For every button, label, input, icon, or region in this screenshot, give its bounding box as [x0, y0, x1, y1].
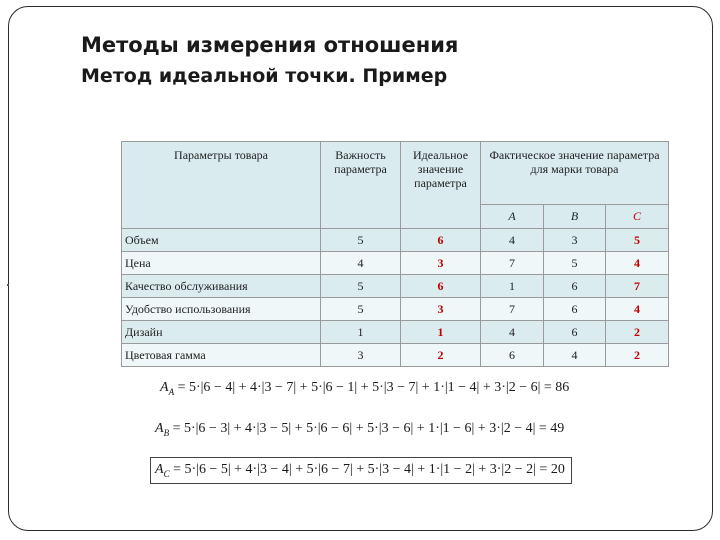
row-brand-c: 2	[606, 321, 669, 344]
row-brand-b: 4	[544, 344, 606, 367]
table-row	[122, 252, 669, 275]
header-ideal: Идеальное значение параметра	[401, 142, 481, 229]
row-name: Дизайн	[122, 321, 321, 344]
row-brand-b: 6	[544, 275, 606, 298]
table-row	[122, 229, 669, 252]
header-actual: Фактическое значение параметра для марки товара	[481, 142, 669, 205]
formula-a-symbol: A	[160, 380, 169, 395]
formula-c-expr: = 5·|6 − 5| + 4·|3 − 4| + 5·|6 − 7| + 5·|3 − 4| + 1·|1 − 2| + 3·|2 − 2| = 20	[173, 462, 565, 477]
parameters-table	[121, 141, 668, 367]
row-brand-a: 4	[481, 321, 544, 344]
row-importance: 5	[321, 275, 401, 298]
row-ideal: 3	[401, 252, 481, 275]
table-row	[122, 344, 669, 367]
row-importance: 5	[321, 298, 401, 321]
row-brand-a: 1	[481, 275, 544, 298]
table-row	[122, 298, 669, 321]
header-params: Параметры товара	[122, 142, 321, 229]
table-row	[122, 275, 669, 298]
row-importance: 4	[321, 252, 401, 275]
row-ideal: 3	[401, 298, 481, 321]
header-importance: Важность параметра	[321, 142, 401, 229]
row-ideal: 6	[401, 275, 481, 298]
formula-a	[160, 380, 569, 397]
formula-c-box	[150, 457, 572, 484]
table-row	[122, 321, 669, 344]
formula-b-expr: = 5·|6 − 3| + 4·|3 − 5| + 5·|6 − 6| + 5·|3 − 6| + 1·|1 − 6| + 3·|2 − 4| = 49	[172, 421, 565, 436]
row-name: Объем	[122, 229, 321, 252]
header-brand-b: B	[544, 204, 606, 228]
row-name: Качество обслуживания	[122, 275, 321, 298]
row-brand-c: 2	[606, 344, 669, 367]
slide-title: Методы измерения отношения	[81, 33, 459, 57]
row-ideal: 2	[401, 344, 481, 367]
row-brand-b: 3	[544, 229, 606, 252]
row-name: Цена	[122, 252, 321, 275]
row-brand-a: 6	[481, 344, 544, 367]
header-brand-a: A	[481, 204, 544, 228]
row-name: Цветовая гамма	[122, 344, 321, 367]
row-importance: 1	[321, 321, 401, 344]
row-brand-b: 5	[544, 252, 606, 275]
formula-c-sub: C	[163, 468, 170, 479]
formula-b-sub: B	[163, 427, 170, 438]
row-importance: 3	[321, 344, 401, 367]
row-brand-c: 7	[606, 275, 669, 298]
row-name: Удобство использования	[122, 298, 321, 321]
slide-subtitle: Метод идеальной точки. Пример	[81, 65, 448, 87]
row-importance: 5	[321, 229, 401, 252]
formula-a-sub: A	[168, 386, 175, 397]
row-ideal: 1	[401, 321, 481, 344]
row-brand-c: 5	[606, 229, 669, 252]
formula-c-symbol: A	[155, 462, 164, 477]
row-brand-b: 6	[544, 298, 606, 321]
row-brand-a: 7	[481, 298, 544, 321]
formula-b	[155, 421, 564, 438]
row-ideal: 6	[401, 229, 481, 252]
formula-a-expr: = 5·|6 − 4| + 4·|3 − 7| + 5·|6 − 1| + 5·|3 − 7| + 1·|1 − 4| + 3·|2 − 6| = 86	[177, 380, 570, 395]
row-brand-c: 4	[606, 298, 669, 321]
header-brand-c: C	[606, 204, 669, 228]
row-brand-a: 4	[481, 229, 544, 252]
formula-b-symbol: A	[155, 421, 164, 436]
row-brand-a: 7	[481, 252, 544, 275]
row-brand-c: 4	[606, 252, 669, 275]
bullet-dot	[7, 284, 9, 286]
row-brand-b: 6	[544, 321, 606, 344]
